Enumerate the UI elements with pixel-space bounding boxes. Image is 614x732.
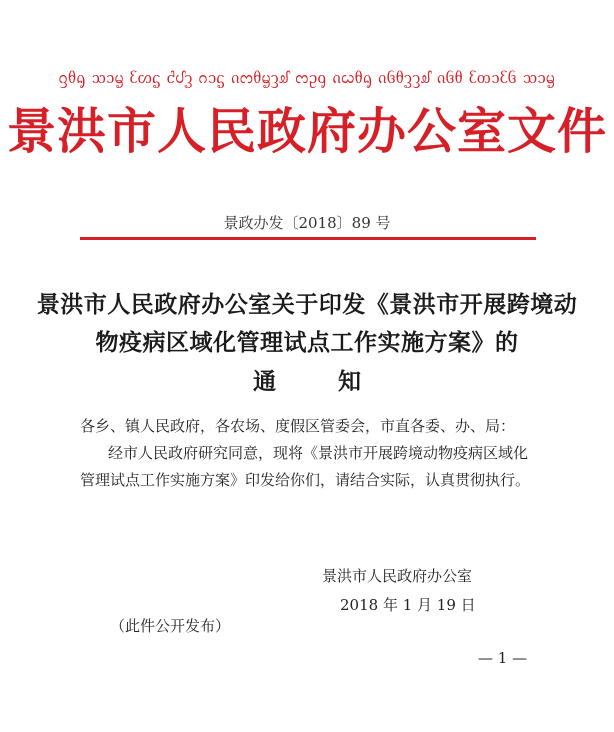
page-number: — 1 — — [478, 649, 528, 667]
addressee-line: 各乡、镇人民政府，各农场、度假区管委会，市直各委、办、局： — [80, 417, 516, 435]
notice-title-line-3: 通知 — [253, 368, 423, 395]
document-red-header-title: 景洪市人民政府办公室文件 — [6, 102, 607, 160]
notice-title-line-2: 物疫病区域化管理试点工作实施方案》的 — [95, 329, 519, 356]
signature-organization: 景洪市人民政府办公室 — [322, 567, 473, 585]
signature-date: 2018 年 1 月 19 日 — [340, 596, 476, 614]
tai-lue-script-line: ᦋᦲᧂ ᦉᦱᧄ ᦷᦠᧃ ᦺᦔᧆ ᦅᦱᧃ ᦵᦂᦲᧄᦡᦾ ᦂᦳᧁ ᦵᦍᦲᧂ ᦵᦑᦲᧆᦡᦾ ᦵᦑᦲ ᦷᦎᦱᦷᦑ ᦉᦱᧄ — [58, 68, 556, 88]
red-divider-line — [80, 237, 536, 240]
body-text-line-2: 管理试点工作实施方案》印发给你们，请结合实际，认真贯彻执行。 — [80, 471, 531, 489]
publication-note: （此件公开发布） — [110, 617, 231, 635]
body-text-line-1: 经市人民政府研究同意，现将《景洪市开展跨境动物疫病区域化 — [108, 444, 529, 462]
notice-title-line-1: 景洪市人民政府办公室关于印发《景洪市开展跨境动 — [36, 291, 578, 318]
document-number: 景政办发〔2018〕89 号 — [223, 214, 391, 232]
